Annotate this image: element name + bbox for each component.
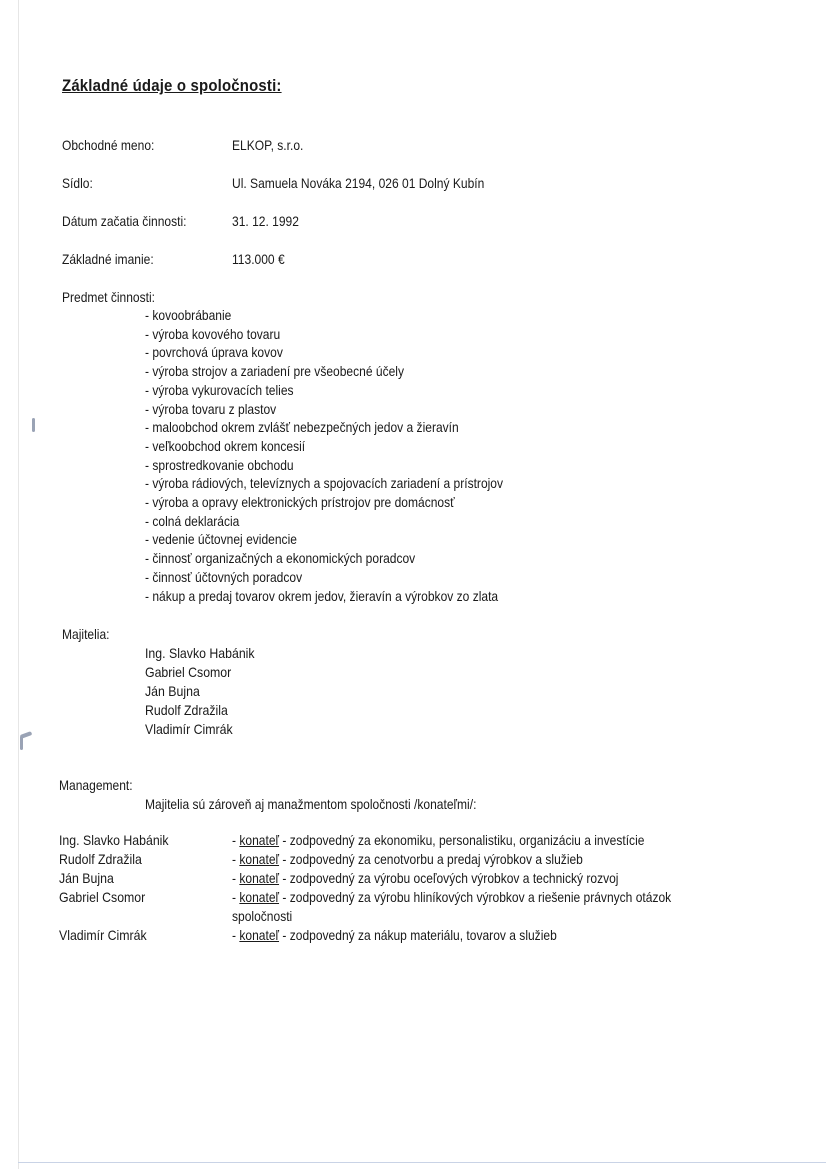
list-item: - nákup a predaj tovarov okrem jedov, žieravín a výrobkov zo zlata [145, 587, 499, 604]
role-label: konateľ [239, 889, 280, 905]
owners-label: Majitelia: [62, 626, 110, 642]
management-table [0, 831, 826, 945]
manager-duty [232, 926, 727, 945]
list-item: - výroba kovového tovaru [145, 325, 281, 342]
seat-value: Ul. Samuela Nováka 2194, 026 01 Dolný Kubín [232, 175, 485, 191]
duty-text: - zodpovedný za cenotvorbu a predaj výrobkov a služieb [279, 851, 583, 867]
page-edge-bottom [18, 1162, 826, 1163]
owner-name: Gabriel Csomor [145, 664, 232, 680]
manager-name: Rudolf Zdražila [59, 851, 142, 867]
dash: - [232, 889, 240, 905]
capital-label: Základné imanie: [62, 251, 154, 267]
start-date-value: 31. 12. 1992 [232, 213, 299, 229]
role-label: konateľ [239, 927, 280, 943]
role-label: konateľ [239, 870, 280, 886]
management-intro: Majitelia sú zároveň aj manažmentom spoločnosti /konateľmi/: [145, 796, 477, 812]
role-label: konateľ [239, 851, 280, 867]
page-title: Základné údaje o spoločnosti: [62, 76, 282, 95]
list-item: - colná deklarácia [145, 512, 240, 529]
dash: - [232, 927, 240, 943]
start-date-label: Dátum začatia činnosti: [62, 213, 187, 229]
owner-name: Vladimír Cimrák [145, 721, 233, 737]
owner-name: Rudolf Zdražila [145, 702, 228, 718]
list-item: - kovoobrábanie [145, 307, 232, 323]
capital-value: 113.000 € [232, 251, 285, 267]
role-label: konateľ [239, 832, 280, 848]
duty-text: - zodpovedný za výrobu hliníkových výrobkov a riešenie právnych otázok spoločnosti [232, 889, 672, 924]
duty-text: - zodpovedný za ekonomiku, personalistiku, organizáciu a investície [279, 832, 645, 848]
list-item: - výroba tovaru z plastov [145, 400, 277, 417]
list-item: - činnosť účtovných poradcov [145, 568, 303, 585]
owner-name: Ing. Slavko Habánik [145, 645, 255, 661]
company-name-value: ELKOP, s.r.o. [232, 137, 304, 153]
activities-list [145, 306, 561, 605]
page-edge-left [18, 0, 19, 1169]
table-row [0, 926, 826, 945]
list-item: - maloobchod okrem zvlášť nebezpečných jedov a žieravín [145, 419, 459, 436]
list-item: - výroba rádiových, televíznych a spojovacích zariadení a prístrojov [145, 475, 504, 492]
table-row [0, 850, 826, 869]
list-item: - výroba strojov a zariadení pre všeobecné účely [145, 363, 405, 380]
manager-duty [232, 869, 727, 888]
activities-label: Predmet činnosti: [62, 289, 156, 305]
owners-list [145, 644, 270, 739]
dash: - [232, 832, 240, 848]
duty-text: - zodpovedný za výrobu oceľových výrobkov a technický rozvoj [279, 870, 619, 886]
manager-name: Vladimír Cimrák [59, 927, 147, 943]
manager-name: Ján Bujna [59, 870, 114, 886]
duty-text: - zodpovedný za nákup materiálu, tovarov a služieb [279, 927, 557, 943]
dash: - [232, 870, 240, 886]
company-name-label: Obchodné meno: [62, 137, 155, 153]
punch-hole-mark [20, 736, 23, 750]
manager-name: Gabriel Csomor [59, 889, 146, 905]
manager-duty [232, 831, 727, 850]
table-row [0, 869, 826, 888]
dash: - [232, 851, 240, 867]
list-item: - výroba vykurovacích telies [145, 381, 294, 398]
management-label: Management: [59, 777, 133, 793]
list-item: - vedenie účtovnej evidencie [145, 531, 297, 548]
punch-hole-mark [32, 418, 35, 432]
manager-duty [232, 850, 727, 869]
list-item: - výroba a opravy elektronických prístrojov pre domácnosť [145, 494, 455, 511]
table-row [0, 831, 826, 850]
owner-name: Ján Bujna [145, 683, 200, 699]
list-item: - činnosť organizačných a ekonomických poradcov [145, 550, 416, 567]
seat-label: Sídlo: [62, 175, 93, 191]
table-row [0, 888, 826, 926]
manager-name: Ing. Slavko Habánik [59, 832, 169, 848]
list-item: - veľkoobchod okrem koncesií [145, 437, 306, 454]
list-item: - povrchová úprava kovov [145, 344, 283, 361]
list-item: - sprostredkovanie obchodu [145, 456, 294, 473]
manager-duty [232, 888, 727, 926]
